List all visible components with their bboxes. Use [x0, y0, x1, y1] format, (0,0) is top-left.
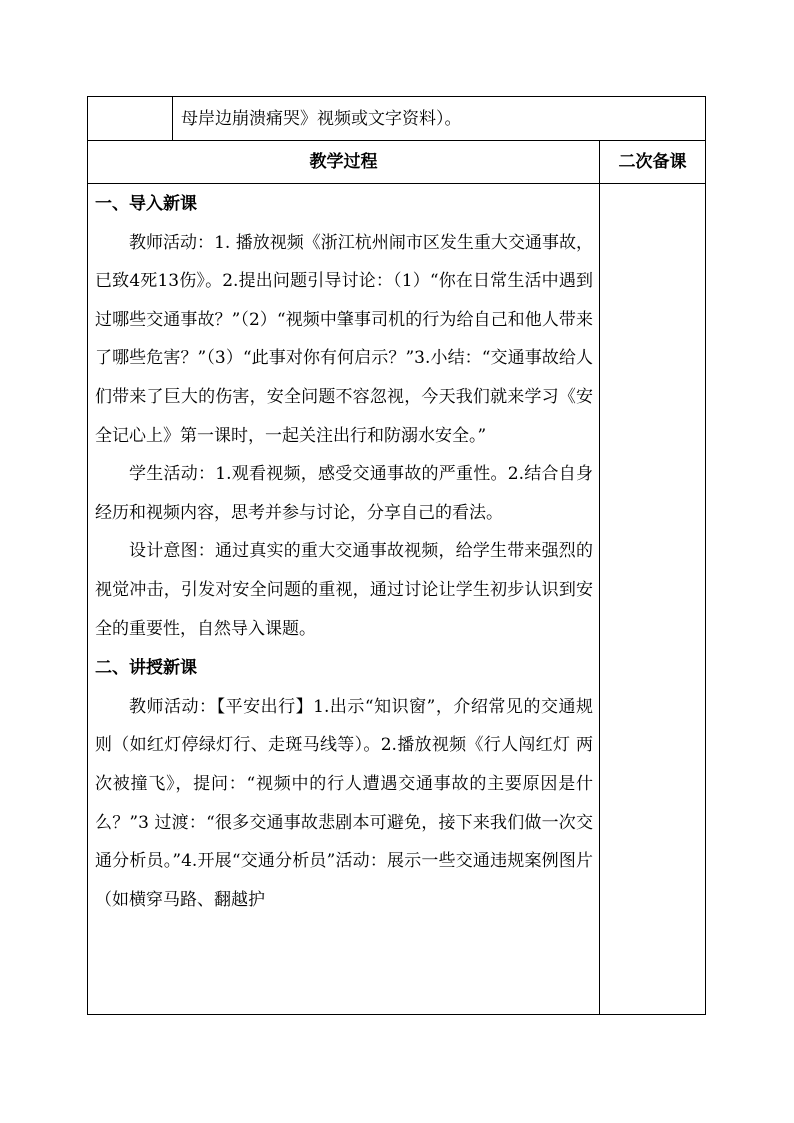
second-preparation-notes-cell — [600, 184, 705, 1014]
paragraph-teacher-activity-new-lesson: 教师活动：【平安出行】1.出示“知识窗”，介绍常见的交通规则（如红灯停绿灯行、走斑马线等）。2.播放视频《行人闯红灯 两次被撞飞》，提问：“视频中的行人遭遇交通事故的主要原因是什么？”3 过渡：“很多交通事故悲剧本可避免，接下来我们做一次交通分析员。”4.开展“交通分析员”活动：展示一些交通违规案例图片（如横穿马路、翻越护 — [95, 696, 593, 910]
section-heading-intro: 一、导入新课 — [95, 194, 197, 214]
paragraph-student-activity-intro: 学生活动：1.观看视频，感受交通事故的严重性。2.结合自身经历和视频内容，思考并参与讨论，分享自己的看法。 — [95, 464, 593, 523]
paragraph-design-intent-intro: 设计意图：通过真实的重大交通事故视频，给学生带来强烈的视觉冲击，引发对安全问题的重视，通过讨论让学生初步认识到安全的重要性，自然导入课题。 — [95, 541, 593, 639]
section-heading-new-lesson: 二、讲授新课 — [95, 658, 197, 679]
header-teaching-process: 教学过程 — [88, 141, 600, 184]
top-row-text-cell: 母岸边崩溃痛哭》视频或文字资料）。 — [173, 97, 705, 141]
lesson-plan-table — [87, 96, 706, 1015]
paragraph-teacher-activity-intro: 教师活动：1. 播放视频《浙江杭州闹市区发生重大交通事故，已致4死13伤》。2.提出问题引导讨论：（1）“你在日常生活中遇到过哪些交通事故？”（2）“视频中肇事司机的行为给自己和他人带来了哪些危害？”（3）“此事对你有何启示？”3.小结：“交通事故给人们带来了巨大的伤害，安全问题不容忽视，今天我们就来学习《安全记心上》第一课时，一起关注出行和防溺水安全。” — [95, 232, 593, 446]
top-row-empty-cell — [88, 97, 173, 141]
header-second-preparation: 二次备课 — [600, 141, 705, 184]
teaching-process-content — [88, 184, 600, 1014]
